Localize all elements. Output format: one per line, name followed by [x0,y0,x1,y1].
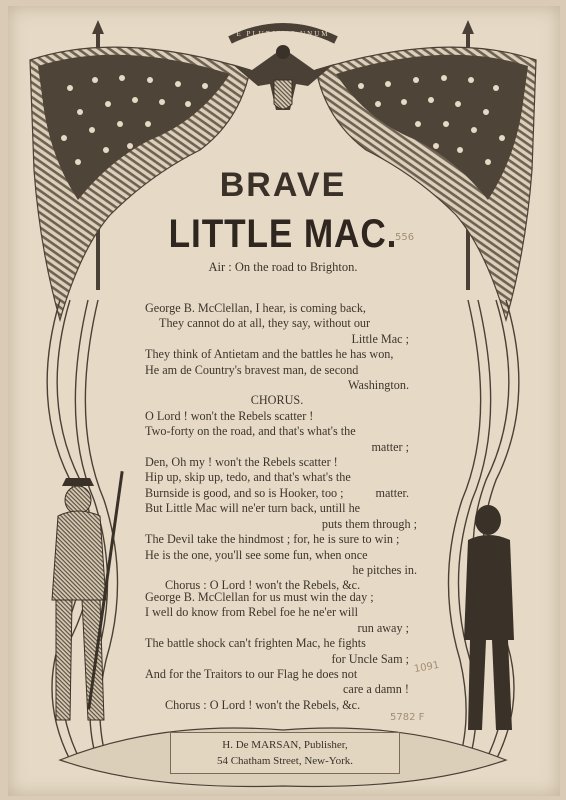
verse-line: I well do know from Rebel foe he ne'er will [145,605,359,620]
chorus-reference: Chorus : O Lord ! won't the Rebels, &c. [165,697,361,712]
verse-line: run away ; [357,620,409,635]
verse-line: But Little Mac will ne'er turn back, untill he [145,501,361,516]
verse-line: They think of Antietam and the battles he has won, [145,347,394,362]
chorus-line: Den, Oh my ! won't the Rebels scatter ! [145,455,338,470]
verse-line: George B. McClellan for us must win the day ; [145,590,374,604]
verse-line: The Devil take the hindmost ; for, he is sure to win ; [145,532,400,547]
verse-line: Washington. [348,378,409,393]
verse-3 [145,590,409,713]
verse-1 [145,301,409,501]
publisher-name: H. De MARSAN, Publisher, [222,739,348,751]
chorus-line: Two-forty on the road, and that's what's the [145,424,356,439]
verse-line: They cannot do at all, they say, without our [159,316,371,331]
verse-line: He is the one, you'll see some fun, when once [145,547,368,562]
chorus-line: Hip up, skip up, tedo, and that's what's the [145,470,351,485]
pencil-note-top: 556 [395,232,415,243]
title-line-2: LITTLE MAC. [168,212,398,256]
verse-2 [145,486,417,594]
verse-line: care a damn ! [343,682,409,697]
verse-line: George B. McClellan, I hear, is coming back, [145,301,366,315]
pencil-note-bottom: 5782 F [390,712,425,723]
eagle-emblem [230,27,336,110]
banner-motto: E PLURIBUS UNUM [236,30,330,38]
chorus-line: matter ; [371,439,409,454]
verse-line: And for the Traitors to our Flag he does not [145,667,358,682]
chorus-line: matter. [375,485,409,500]
verse-line: puts them through ; [321,516,417,531]
verse-line: he pitches in. [352,563,417,578]
verse-line: for Uncle Sam ; [331,651,409,666]
verse-line: Burnside is good, and so is Hooker, too ; [145,486,344,500]
chorus-line: O Lord ! won't the Rebels scatter ! [145,408,314,423]
publisher-address: 54 Chatham Street, New-York. [216,755,354,767]
pencil-note-mid: 1091 [413,659,441,676]
chorus-heading: CHORUS. [250,393,304,408]
title-line-1: BRAVE [219,166,347,204]
verse-line: Little Mac ; [351,331,409,346]
chorus-reference: Chorus : O Lord ! won't the Rebels, &c. [165,578,361,593]
publisher-box [170,732,400,774]
standing-figure [464,505,514,730]
verse-line: The battle shock can't frighten Mac, he fights [145,636,366,651]
air-subtitle: Air : On the road to Brighton. [208,260,358,274]
soldier-figure [52,471,124,720]
verse-line: He am de Country's bravest man, de second [145,362,359,377]
